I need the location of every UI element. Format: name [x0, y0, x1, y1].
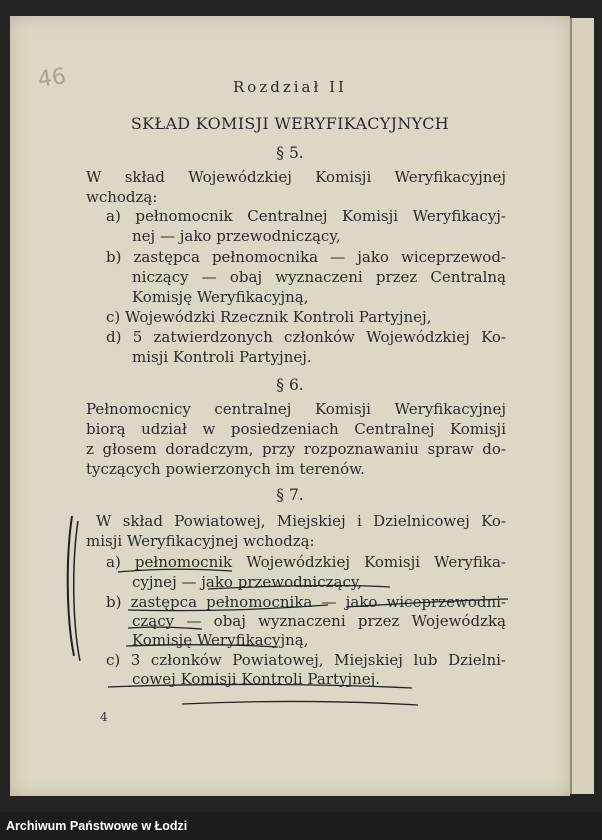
- pencil-margin-note: 46: [36, 64, 68, 93]
- chapter-title: SKŁAD KOMISJI WERYFIKACYJNYCH: [130, 114, 450, 133]
- document-page: [10, 16, 570, 796]
- section-7-item-a-line: a) pełnomocnik Wojewódzkiej Komisji Weryfika-: [106, 553, 506, 571]
- adjacent-page-edge: [570, 18, 594, 794]
- section-5-intro-line: wchodzą:: [86, 188, 158, 206]
- section-7-item-b-line: Komisję Weryfikacyjną,: [132, 631, 309, 649]
- section-7-heading: § 7.: [276, 486, 304, 504]
- section-5-item-a-line: a) pełnomocnik Centralnej Komisji Weryfikacyj-: [106, 207, 506, 225]
- chapter-heading: Rozdział II: [233, 78, 347, 96]
- section-7-intro-line: misji Weryfikacyjnej wchodzą:: [86, 532, 315, 550]
- handwritten-annotations: [10, 16, 570, 796]
- section-7-item-c-line: c) 3 członków Powiatowej, Miejskiej lub Dzielni-: [106, 651, 506, 669]
- section-5-item-b-line: Komisję Weryfikacyjną,: [132, 288, 309, 306]
- section-5-item-c-line: c) Wojewódzki Rzecznik Kontroli Partyjnej,: [106, 308, 432, 326]
- section-7-intro-line: W skład Powiatowej, Miejskiej i Dzielnicowej Ko-: [96, 512, 506, 530]
- underline-stroke: [182, 701, 418, 705]
- underline-stroke: [128, 627, 202, 629]
- page-number: 4: [100, 710, 108, 724]
- section-6-text-line: tyczących powierzonych im terenów.: [86, 460, 365, 478]
- archive-footer: Archiwum Państwowe w Łodzi: [0, 812, 602, 840]
- underline-stroke: [108, 684, 412, 688]
- underline-stroke: [118, 569, 232, 572]
- section-6-text-line: z głosem doradczym, przy rozpoznawaniu spraw do-: [86, 440, 506, 458]
- section-7-item-b-line: czący — obaj wyznaczeni przez Wojewódzką: [132, 612, 506, 630]
- section-5-intro-line: W skład Wojewódzkiej Komisji Weryfikacyjnej: [86, 168, 506, 186]
- section-5-item-a-line: nej — jako przewodniczący,: [132, 227, 341, 245]
- section-6-text-line: Pełnomocnicy centralnej Komisji Weryfikacyjnej: [86, 400, 506, 418]
- section-7-item-b-line: b) zastępca pełnomocnika — jako wiceprzewodni-: [106, 593, 506, 611]
- underline-stroke: [346, 599, 508, 607]
- section-5-item-d-line: d) 5 zatwierdzonych członków Wojewódzkiej Ko-: [106, 328, 506, 346]
- section-7-item-c-line: cowej Komisji Kontroli Partyjnej.: [132, 670, 381, 688]
- section-5-heading: § 5.: [276, 144, 304, 162]
- section-7-item-a-line: cyjnej — jako przewodniczący,: [132, 573, 363, 591]
- section-5-item-b-line: b) zastępca pełnomocnika — jako wiceprzewod-: [106, 248, 506, 266]
- section-5-item-b-line: niczący — obaj wyznaczeni przez Centralną: [132, 268, 506, 286]
- section-6-heading: § 6.: [276, 376, 304, 394]
- section-5-item-d-line: misji Kontroli Partyjnej.: [132, 348, 312, 366]
- underline-stroke: [208, 586, 390, 589]
- underline-stroke: [126, 645, 278, 647]
- underline-stroke: [128, 605, 328, 611]
- section-6-text-line: biorą udział w posiedzeniach Centralnej Komisji: [86, 420, 506, 438]
- margin-bracket: [74, 521, 80, 661]
